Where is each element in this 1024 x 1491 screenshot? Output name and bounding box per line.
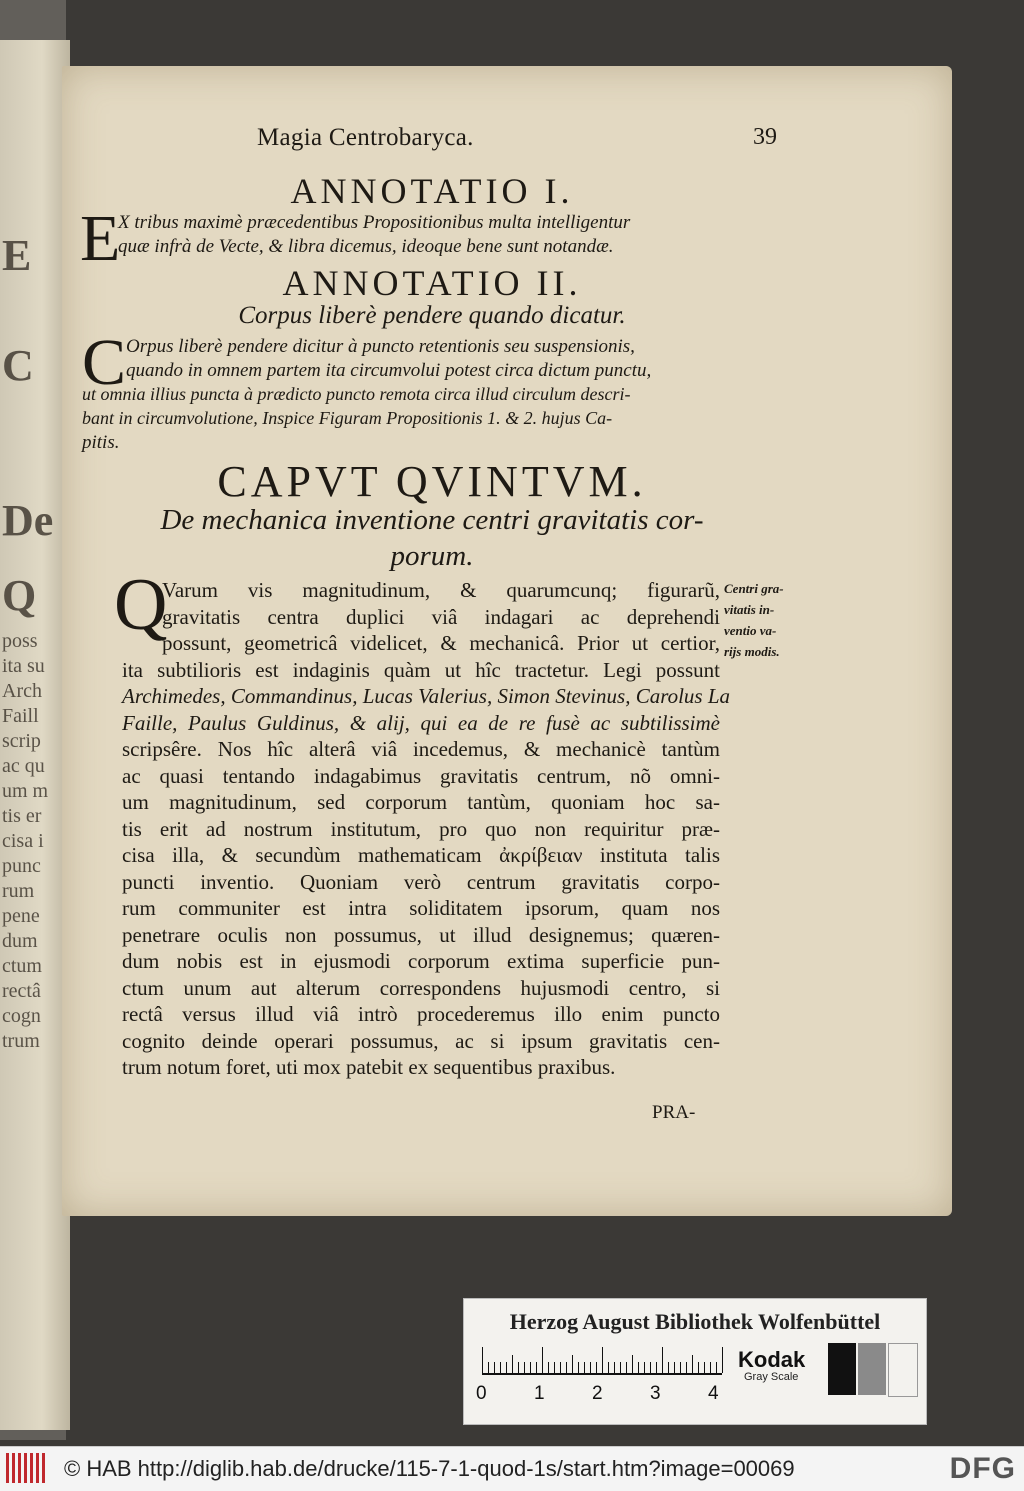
body-text-line: Varum vis magnitudinum, & quarumcunq; figurarũ,	[162, 578, 720, 602]
swatch-gray	[858, 1343, 886, 1395]
page-number: 39	[753, 124, 777, 150]
ruler-tick	[542, 1347, 543, 1373]
annotatio-2-line: ut omnia illius puncta à prædicto puncto remota circa illud circulum descri-	[82, 384, 631, 404]
swatch-black	[828, 1343, 856, 1395]
facing-page-fragment: poss	[2, 630, 38, 652]
ruler-tick	[656, 1362, 657, 1373]
ruler-tick	[704, 1362, 705, 1373]
ruler-tick	[644, 1362, 645, 1373]
ruler-tick	[680, 1362, 681, 1373]
ruler-tick	[608, 1362, 609, 1373]
ruler-tick	[662, 1347, 663, 1373]
facing-page-fragment: Faill	[2, 705, 39, 727]
annotatio-1-line: X tribus maximè præcedentibus Propositionibus multa intelligentur	[118, 212, 631, 233]
ruler-tick	[632, 1355, 633, 1373]
ruler-tick	[512, 1355, 513, 1373]
kodak-logo: Kodak	[738, 1347, 806, 1372]
chapter-subtitle-line-2: porum.	[390, 540, 474, 572]
body-text-line: ctum unum aut alterum correspondens hujusmodi centro, si	[122, 975, 720, 1000]
ruler-tick	[716, 1362, 717, 1373]
ruler-tick	[584, 1362, 585, 1373]
margin-note-line: Centri gra-	[724, 581, 784, 596]
ruler-tick	[536, 1362, 537, 1373]
ruler-tick	[548, 1362, 549, 1373]
body-text-line: Archimedes, Commandinus, Lucas Valerius, Simon Stevinus, Carolus La	[122, 684, 731, 708]
body-text-line: um magnitudinum, sed corporum tantùm, quoniam hoc sa-	[122, 790, 720, 814]
annotatio-1-heading: ANNOTATIO I.	[290, 171, 574, 211]
dfg-logo: DFG	[949, 1452, 1016, 1485]
body-text-line: cisa illa, & secundùm mathematicam ἀκρίβειαν instituta talis	[122, 843, 720, 867]
ruler-tick	[506, 1362, 507, 1373]
facing-page-fragment: dum	[2, 930, 38, 952]
body-text-line: scripsêre. Nos hîc alterâ viâ incedemus, & mechanicè tantùm	[122, 737, 720, 761]
ruler-tick	[686, 1362, 687, 1373]
body-text-line: tis erit ad nostrum institutum, pro quo non requiritur præ-	[122, 816, 720, 841]
annotatio-2-line: Orpus liberè pendere dicitur à puncto retentionis seu suspensionis,	[126, 336, 635, 357]
ruler-tick	[710, 1362, 711, 1373]
annotatio-2-initial: C	[82, 326, 127, 399]
scale-label: 1	[534, 1383, 545, 1404]
facing-page-fragment: ctum	[2, 955, 42, 977]
copyright-url[interactable]: © HAB http://diglib.hab.de/drucke/115-7-1-quod-1s/start.htm?image=00069	[64, 1456, 795, 1481]
chapter-initial: Q	[114, 564, 168, 646]
body-text-line: gravitatis centra duplici viâ indagari ac deprehendi	[162, 604, 720, 629]
ruler-tick	[722, 1347, 723, 1373]
scale-label: 0	[476, 1383, 487, 1404]
annotatio-2-line: pitis.	[82, 432, 120, 453]
scale-ruler	[482, 1347, 722, 1375]
ruler-tick	[530, 1362, 531, 1373]
ruler-tick	[602, 1347, 603, 1373]
facing-page-fragment: Arch	[2, 680, 42, 702]
annotatio-2-line: bant in circumvolutione, Inspice Figuram Propositionis 1. & 2. hujus Ca-	[82, 408, 613, 428]
margin-note-line: rijs modis.	[724, 644, 780, 659]
body-text-line: possunt, geometricâ videlicet, & mechanicâ. Prior ut certior,	[162, 631, 720, 655]
chapter-subtitle-line-1: De mechanica inventione centri gravitatis cor-	[160, 504, 704, 536]
facing-page-fragment: rum	[2, 880, 35, 902]
body-text-line: ita subtilioris est indaginis quàm ut hîc tractetur. Legi possunt	[122, 657, 720, 682]
facing-page-fragment: C	[2, 341, 34, 390]
ruler-tick	[650, 1362, 651, 1373]
gray-scale-label: Gray Scale	[744, 1371, 799, 1383]
swatch-white	[888, 1343, 918, 1397]
annotatio-2-subheading: Corpus liberè pendere quando dicatur.	[238, 302, 626, 329]
body-text-line: penetrare oculis non possumus, ut illud designemus; quæren-	[122, 922, 720, 947]
scale-label: 3	[650, 1383, 661, 1404]
facing-page-fragment: cogn	[2, 1005, 41, 1027]
library-color-card	[463, 1298, 927, 1425]
ruler-tick	[572, 1355, 573, 1373]
ruler-tick	[560, 1362, 561, 1373]
facing-page-fragment: ita su	[2, 655, 45, 677]
catchword: PRA-	[652, 1102, 696, 1123]
body-text-line: puncti inventio. Quoniam verò centrum gravitatis corpo-	[122, 869, 720, 894]
library-name: Herzog August Bibliothek Wolfenbüttel	[509, 1309, 881, 1334]
margin-note	[724, 578, 820, 662]
body-text-line: dum nobis est in ejusmodi corporum extima superficie pun-	[122, 949, 720, 973]
ruler-tick	[524, 1362, 525, 1373]
body-text-line: rectâ versus illud viâ intrò procederemus illo enim puncto	[122, 1002, 720, 1026]
facing-page-fragment: trum	[2, 1030, 40, 1052]
hab-logo-icon	[6, 1453, 48, 1483]
running-title: Magia Centrobaryca.	[257, 124, 474, 151]
facing-page-fragment: scrip	[2, 730, 41, 752]
ruler-tick	[596, 1362, 597, 1373]
body-text-line: rum communiter est intra soliditatem ipsorum, quam nos	[122, 896, 720, 920]
facing-page	[0, 40, 70, 1430]
facing-page-fragment: pene	[2, 905, 40, 927]
ruler-tick	[500, 1362, 501, 1373]
body-text-line: ac quasi tentando indagabimus gravitatis centrum, nõ omni-	[122, 763, 720, 788]
chapter-heading: CAPVT QVINTVM.	[217, 457, 647, 506]
annotatio-1-initial: E	[80, 202, 121, 275]
ruler-tick	[626, 1362, 627, 1373]
scale-label: 2	[592, 1383, 603, 1404]
ruler-tick	[620, 1362, 621, 1373]
book-page	[62, 66, 952, 1216]
margin-note-line: vitatis in-	[724, 602, 775, 617]
page-header	[257, 124, 777, 160]
annotatio-1-line: quæ infrà de Vecte, & libra dicemus, ideoque bene sunt notandæ.	[118, 236, 614, 257]
facing-page-fragment: cisa i	[2, 830, 44, 852]
facing-page-fragment: E	[2, 231, 32, 280]
ruler-tick	[614, 1362, 615, 1373]
footer-bar	[0, 1446, 1024, 1491]
ruler-tick	[566, 1362, 567, 1373]
facing-page-fragment: punc	[2, 855, 41, 877]
facing-page-fragment: De	[2, 496, 54, 545]
ruler-tick	[554, 1362, 555, 1373]
scale-label: 4	[708, 1383, 719, 1404]
facing-page-fragment: tis er	[2, 805, 42, 827]
body-text-line: trum notum foret, uti mox patebit ex sequentibus praxibus.	[122, 1055, 616, 1079]
margin-note-line: ventio va-	[724, 623, 777, 638]
annotatio-2-line: quando in omnem partem ita circumvolui potest circa dictum punctu,	[126, 360, 652, 381]
ruler-tick	[518, 1362, 519, 1373]
ruler-tick	[482, 1347, 483, 1373]
ruler-tick	[488, 1362, 489, 1373]
ruler-tick	[638, 1362, 639, 1373]
body-text-line: Faille, Paulus Guldinus, & alij, qui ea de re fusè ac subtilissimè	[122, 710, 720, 735]
ruler-tick	[494, 1362, 495, 1373]
ruler-tick	[674, 1362, 675, 1373]
facing-page-fragment: ac qu	[2, 755, 45, 777]
ruler-tick	[578, 1362, 579, 1373]
body-text-line: cognito deinde operari possumus, ac si ipsum gravitatis cen-	[122, 1028, 720, 1053]
ruler-tick	[590, 1362, 591, 1373]
ruler-tick	[692, 1355, 693, 1373]
ruler-tick	[668, 1362, 669, 1373]
facing-page-fragment: Q	[2, 571, 37, 620]
ruler-tick	[698, 1362, 699, 1373]
facing-page-fragment: rectâ	[2, 980, 41, 1002]
facing-page-fragment: um m	[2, 780, 49, 802]
annotatio-2-heading: ANNOTATIO II.	[282, 263, 582, 303]
